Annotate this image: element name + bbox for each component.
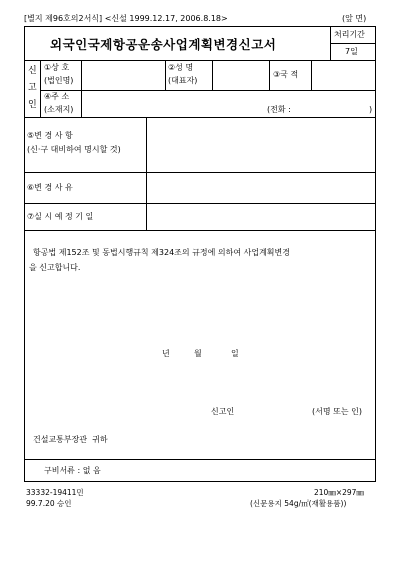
side-note: (앞 면) — [342, 14, 367, 23]
company-name-sub: (법인명) — [44, 76, 74, 85]
footer-size: 210㎜×297㎜ — [314, 488, 364, 497]
planned-date-label: ⑦실 시 예 정 기 일 — [27, 212, 94, 221]
change-items-field[interactable] — [148, 119, 374, 170]
person-name-label: ②성 명 — [168, 63, 194, 72]
nationality-field[interactable] — [313, 62, 374, 88]
company-name-field[interactable] — [83, 62, 163, 88]
date-year-label: 년 — [162, 349, 170, 358]
company-name-label: ①상 호 — [44, 63, 70, 72]
phone-close: ) — [369, 105, 373, 114]
applicant-label-2: 고 — [28, 83, 37, 93]
processing-period-value: 7일 — [345, 47, 358, 56]
form-number: [별지 제96호의2서식] <신설 1999.12.17, 2006.8.18> — [24, 14, 228, 23]
signer-label: 신고인 — [211, 407, 235, 416]
change-reason-field[interactable] — [148, 174, 374, 201]
applicant-label-1: 신 — [28, 66, 37, 76]
footer-approval: 99.7.20 승인 — [26, 499, 72, 508]
recipient: 건설교통부장관 귀하 — [33, 435, 108, 444]
statement-line-1: 항공법 제152조 및 동법시행규칙 제324조의 규정에 의하여 사업계획변경 — [33, 248, 290, 257]
applicant-label-3: 인 — [28, 100, 37, 110]
address-field[interactable] — [83, 92, 263, 115]
date-month-label: 월 — [194, 349, 202, 358]
attachments: 구비서류 : 없 음 — [44, 466, 101, 475]
date-day-label: 일 — [231, 349, 239, 358]
footer-code: 33332-19411민 — [26, 488, 84, 497]
planned-date-field[interactable] — [148, 205, 374, 228]
change-items-label: ⑤변 경 사 항 — [27, 131, 73, 140]
processing-divider — [330, 43, 376, 44]
change-reason-label: ⑥변 경 사 유 — [27, 183, 73, 192]
phone-label: (전화 : — [267, 105, 291, 114]
footer-paper: (신문용지 54g/㎡(재활용품)) — [250, 499, 347, 508]
signer-sign-note: (서명 또는 인) — [312, 407, 362, 416]
address-label: ④주 소 — [44, 92, 70, 101]
nationality-label: ③국 적 — [273, 70, 299, 79]
person-name-field[interactable] — [214, 62, 267, 88]
form-title: 외국인국제항공운송사업계획변경신고서 — [50, 37, 277, 52]
statement-line-2: 을 신고합니다. — [29, 263, 81, 272]
processing-period-label: 처리기간 — [334, 30, 365, 39]
person-name-sub: (대표자) — [168, 76, 198, 85]
address-sub: (소재지) — [44, 105, 74, 114]
change-items-sub: (신·구 대비하여 명시할 것) — [27, 145, 121, 154]
